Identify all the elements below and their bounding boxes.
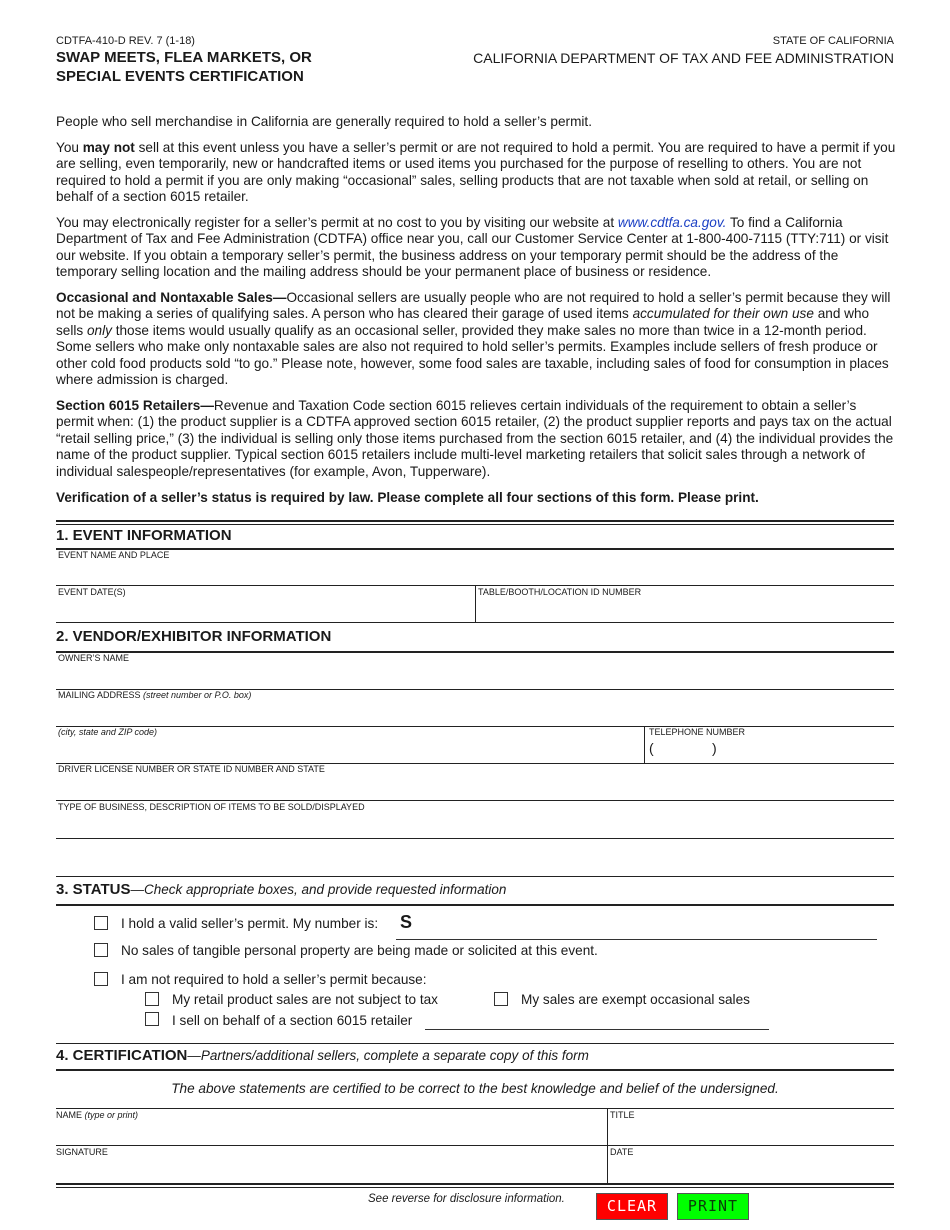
divider: [56, 520, 894, 522]
name-input[interactable]: [56, 1123, 606, 1143]
divider: [56, 904, 894, 906]
intro-emphasis: only: [86, 322, 112, 338]
form-title: [56, 48, 386, 86]
reverse-note: See reverse for disclosure information.: [368, 1193, 565, 1205]
phone-area-code-input[interactable]: [658, 740, 714, 760]
telephone-label: TELEPHONE NUMBER: [649, 727, 746, 737]
intro-emphasis: may not: [82, 139, 135, 155]
divider: [56, 548, 894, 550]
driver-license-label: DRIVER LICENSE NUMBER OR STATE ID NUMBER AND STATE: [58, 764, 325, 774]
intro-paragraph-3: [56, 215, 896, 281]
divider: [56, 726, 894, 727]
divider: [56, 622, 894, 623]
business-type-input-2[interactable]: [58, 852, 896, 872]
section4-heading: [56, 1047, 589, 1064]
signature-label: SIGNATURE: [56, 1147, 108, 1157]
print-button[interactable]: PRINT: [677, 1193, 749, 1220]
divider: [56, 1069, 894, 1071]
intro-text: You: [56, 139, 83, 155]
divider: [644, 726, 645, 764]
booth-id-input[interactable]: [478, 600, 896, 620]
divider: [56, 1145, 894, 1146]
website-link[interactable]: www.cdtfa.ca.gov.: [617, 214, 727, 230]
phone-paren-open: (: [649, 740, 654, 756]
section-6015-retailer-input[interactable]: [427, 1010, 771, 1030]
title-label: TITLE: [610, 1110, 635, 1120]
certification-statement: The above statements are certified to be correct to the best knowledge and belief of the undersigned.: [171, 1081, 779, 1096]
owner-name-label: OWNER’S NAME: [58, 653, 130, 663]
not-taxable-checkbox[interactable]: [145, 992, 159, 1006]
divider: [56, 800, 894, 801]
section1-heading: 1. EVENT INFORMATION: [56, 527, 232, 544]
driver-license-input[interactable]: [58, 777, 896, 797]
intro-text: Occasional sellers are usually people who are not required to hold a seller’s permit because they will not be making a series of qualifying sales. A person who has cleared their garage of used items: [56, 289, 891, 321]
divider: [56, 1043, 894, 1044]
business-type-input-1[interactable]: [58, 816, 896, 836]
date-input[interactable]: [610, 1160, 896, 1180]
section-6015-checkbox[interactable]: [145, 1012, 159, 1026]
event-name-label: EVENT NAME AND PLACE: [58, 550, 170, 560]
section2-heading: 2. VENDOR/EXHIBITOR INFORMATION: [56, 628, 332, 645]
phone-number-input[interactable]: [722, 740, 896, 760]
signature-area[interactable]: [56, 1158, 604, 1182]
divider: [56, 651, 894, 653]
mailing-address-label-hint: (street number or P.O. box): [143, 690, 252, 700]
intro-text: Revenue and Taxation Code section 6015 relieves certain individuals of the requirement to obtain a seller’s permit when: (1) the product supplier is a CDTFA approved section 6015 retailer, (2) the product supplier reports and pays tax on the actual “retail selling price,” (3) the individual is selling only those items purchased from the section 6015 retailer, and (4) the individual provides the name of the product supplier. Typical section 6015 retailers include multi-level marketing retailers that solicit sales through a network of individual salespeople/representatives (for example, Avon, Tupperware).: [56, 397, 894, 479]
clear-button[interactable]: CLEAR: [596, 1193, 668, 1220]
date-label: DATE: [610, 1147, 634, 1157]
intro-emphasis: accumulated for their own use: [632, 306, 814, 321]
divider: [56, 1187, 894, 1188]
intro-heading: Section 6015 Retailers—: [56, 397, 214, 413]
divider: [56, 838, 894, 839]
event-dates-input[interactable]: [58, 600, 474, 620]
divider: [56, 1108, 894, 1109]
name-label-text: NAME: [56, 1110, 85, 1120]
section-6015-line: [425, 1029, 769, 1030]
name-label: [56, 1110, 138, 1120]
verification-note: Verification of a seller’s status is required by law. Please complete all four sections of this form. Please print.: [56, 490, 759, 505]
intro-text: You may electronically register for a seller’s permit at no cost to you by visiting our website at: [56, 214, 618, 230]
section-6015-option-label: I sell on behalf of a section 6015 retailer: [172, 1013, 413, 1028]
permit-checkbox[interactable]: [94, 916, 108, 930]
section4-subtitle: —Partners/additional sellers, complete a separate copy of this form: [187, 1048, 589, 1063]
no-sales-checkbox[interactable]: [94, 943, 108, 957]
no-sales-option-label: No sales of tangible personal property are being made or solicited at this event.: [121, 943, 598, 958]
divider: [607, 1108, 608, 1184]
title-input[interactable]: [610, 1123, 896, 1143]
section4-title: 4. CERTIFICATION: [56, 1047, 188, 1064]
permit-prefix: S: [400, 912, 413, 932]
department-name: CALIFORNIA DEPARTMENT OF TAX AND FEE ADMINISTRATION: [473, 50, 894, 66]
intro-paragraph-2: [56, 140, 896, 206]
intro-text: those items would usually qualify as an occasional seller, provided they make sales no more than twice in a 12-month period. Some sellers who make only nontaxable sales are also not required to hold seller’s permits. Examples include sellers of fresh produce or other cold food products sold “to go.” Please note, however, some food sales are taxable, including sales of food for consumption in places where admission is charged.: [56, 322, 889, 387]
business-type-label: TYPE OF BUSINESS, DESCRIPTION OF ITEMS TO BE SOLD/DISPLAYED: [58, 802, 365, 812]
event-dates-label: EVENT DATE(S): [58, 587, 126, 597]
booth-id-label: TABLE/BOOTH/LOCATION ID NUMBER: [478, 587, 642, 597]
permit-number-input[interactable]: [418, 917, 880, 937]
occasional-sales-option-label: My sales are exempt occasional sales: [521, 992, 750, 1007]
intro-text: sell at this event unless you have a seller’s permit or are not required to hold a permit. You are required to have a permit if you are selling, even temporarily, new or handcrafted items or used items you purchased for the purpose of reselling to others. You are not required to hold a permit if you are only making “occasional” sales, selling products that are not taxable when sold at retail, or selling on behalf of a section 6015 retailer.: [56, 139, 896, 204]
form-title-line1: SWAP MEETS, FLEA MARKETS, OR: [56, 49, 312, 66]
not-required-checkbox[interactable]: [94, 972, 108, 986]
divider: [56, 524, 894, 525]
intro-paragraph-5: [56, 398, 896, 481]
permit-number-line: [396, 939, 877, 940]
instructions: [56, 114, 896, 516]
phone-paren-close: ): [712, 740, 717, 756]
mailing-address-input[interactable]: [58, 703, 896, 723]
not-required-option-label: I am not required to hold a seller’s permit because:: [121, 972, 427, 987]
section3-title: 3. STATUS: [56, 881, 131, 898]
form-title-line2: SPECIAL EVENTS CERTIFICATION: [56, 68, 304, 85]
city-state-zip-label: (city, state and ZIP code): [58, 727, 158, 737]
permit-option-label: I hold a valid seller’s permit. My number is:: [121, 916, 379, 931]
intro-text: and who sells: [56, 306, 870, 338]
not-taxable-option-label: My retail product sales are not subject to tax: [172, 992, 438, 1007]
event-name-input[interactable]: [58, 563, 896, 583]
intro-paragraph-4: [56, 290, 896, 389]
state-label: STATE OF CALIFORNIA: [772, 35, 894, 47]
mailing-address-label-text: MAILING ADDRESS: [58, 690, 144, 700]
form-id: CDTFA-410-D REV. 7 (1-18): [56, 35, 195, 47]
divider: [56, 876, 894, 877]
section3-subtitle: —Check appropriate boxes, and provide requested information: [130, 882, 507, 897]
occasional-sales-checkbox[interactable]: [494, 992, 508, 1006]
owner-name-input[interactable]: [58, 666, 896, 686]
section3-heading: [56, 881, 506, 898]
intro-text: To find a California Department of Tax and Fee Administration (CDTFA) office near you, call our Customer Service Center at 1-800-400-7115 (TTY:711) or visit our website. If you obtain a temporary seller’s permit, the business address on your temporary permit should be the address of the temporary selling location and the mailing address should be your permanent place of business or residence.: [56, 214, 889, 279]
city-state-zip-input[interactable]: [58, 740, 642, 760]
divider: [475, 585, 476, 623]
intro-heading: Occasional and Nontaxable Sales—: [56, 289, 287, 305]
intro-paragraph-1: People who sell merchandise in California are generally required to hold a seller’s permit.: [56, 114, 592, 129]
name-label-hint: (type or print): [84, 1110, 139, 1120]
divider: [56, 1183, 894, 1185]
mailing-address-label: [58, 690, 251, 700]
